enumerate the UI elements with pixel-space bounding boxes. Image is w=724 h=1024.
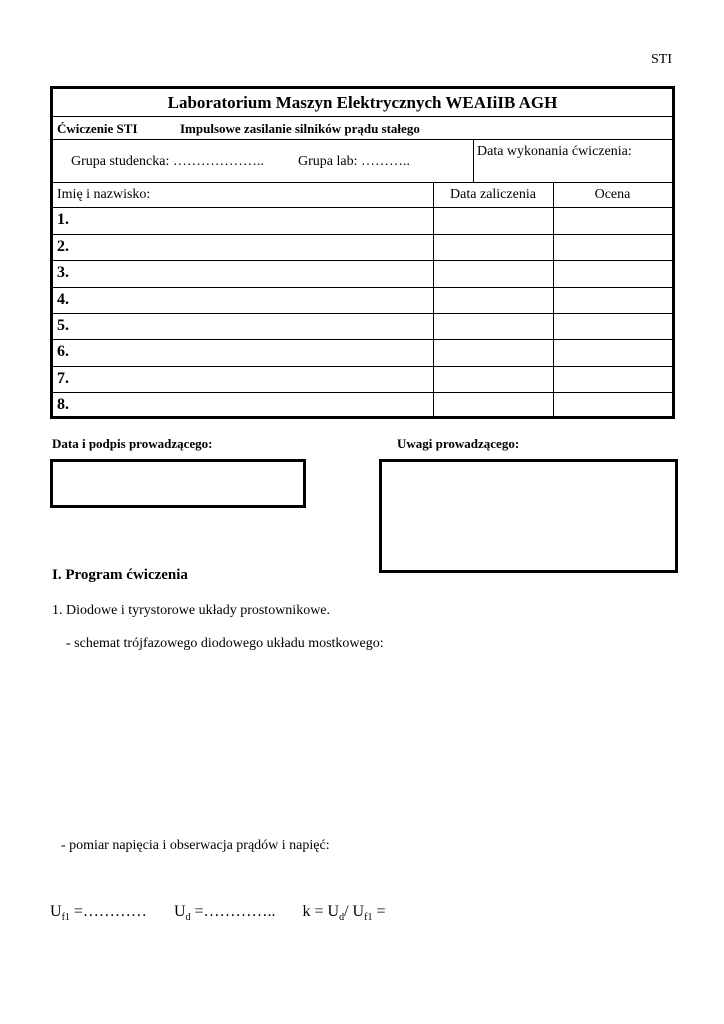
u-f1-symbol: U xyxy=(50,903,62,920)
exercise-name: Impulsowe zasilanie silników prądu stałego xyxy=(180,121,420,136)
u-f1-measurement[interactable] xyxy=(50,903,147,924)
k-subscript-f1: f1 xyxy=(364,912,373,924)
divider xyxy=(53,234,672,235)
u-d-measurement[interactable] xyxy=(173,903,276,924)
divider xyxy=(53,139,672,140)
form-title: Laboratorium Maszyn Elektrycznych WEAIiIB AGH xyxy=(167,93,558,112)
divider xyxy=(53,313,672,314)
divider xyxy=(553,182,554,416)
student-row-number: 4. xyxy=(57,291,69,308)
divider xyxy=(53,366,672,367)
u-f1-blank: =………… xyxy=(69,903,147,920)
divider xyxy=(433,182,434,416)
k-prefix: k = U xyxy=(302,903,340,920)
corner-label: STI xyxy=(651,52,672,67)
divider xyxy=(53,339,672,340)
signature-box[interactable] xyxy=(50,459,306,508)
program-subitem: - schemat trójfazowego diodowego układu mostkowego: xyxy=(66,636,384,651)
student-row-number: 5. xyxy=(57,317,69,334)
column-header-name: Imię i nazwisko: xyxy=(57,187,151,202)
column-header-date: Data zaliczenia xyxy=(450,187,536,202)
notes-label: Uwagi prowadzącego: xyxy=(397,436,520,451)
k-middle: / U xyxy=(344,903,365,920)
k-subscript-d: d xyxy=(339,912,345,924)
student-row-number: 7. xyxy=(57,370,69,387)
divider xyxy=(53,392,672,393)
divider xyxy=(473,139,474,182)
student-row-number: 6. xyxy=(57,343,69,360)
student-row-number: 3. xyxy=(57,264,69,281)
u-f1-subscript: f1 xyxy=(61,912,70,924)
exercise-form-table xyxy=(50,86,675,419)
student-row-number: 2. xyxy=(57,238,69,255)
divider xyxy=(53,182,672,183)
group-lab-field[interactable]: Grupa lab: ……….. xyxy=(298,154,410,169)
student-row-number: 8. xyxy=(57,396,69,413)
u-d-subscript: d xyxy=(185,912,191,924)
exercise-code: Ćwiczenie STI xyxy=(57,121,138,136)
divider xyxy=(53,260,672,261)
notes-box[interactable] xyxy=(379,459,678,573)
signature-label: Data i podpis prowadzącego: xyxy=(52,436,213,451)
measurement-formula xyxy=(50,903,385,923)
k-ratio[interactable] xyxy=(302,903,386,924)
date-of-exercise-field[interactable]: Data wykonania ćwiczenia: xyxy=(477,144,632,159)
column-header-grade: Ocena xyxy=(594,187,631,202)
section-title: I. Program ćwiczenia xyxy=(52,567,188,583)
divider xyxy=(53,207,672,208)
group-student-field[interactable]: Grupa studencka: ……………….. xyxy=(71,154,264,169)
divider xyxy=(53,116,672,117)
u-d-symbol: U xyxy=(173,903,186,920)
k-suffix: = xyxy=(372,903,386,920)
program-item: 1. Diodowe i tyrystorowe układy prostownikowe. xyxy=(52,603,331,618)
u-d-blank: =………….. xyxy=(190,903,276,920)
program-subitem: - pomiar napięcia i obserwacja prądów i napięć: xyxy=(61,838,330,853)
student-row-number: 1. xyxy=(57,211,69,228)
divider xyxy=(53,287,672,288)
